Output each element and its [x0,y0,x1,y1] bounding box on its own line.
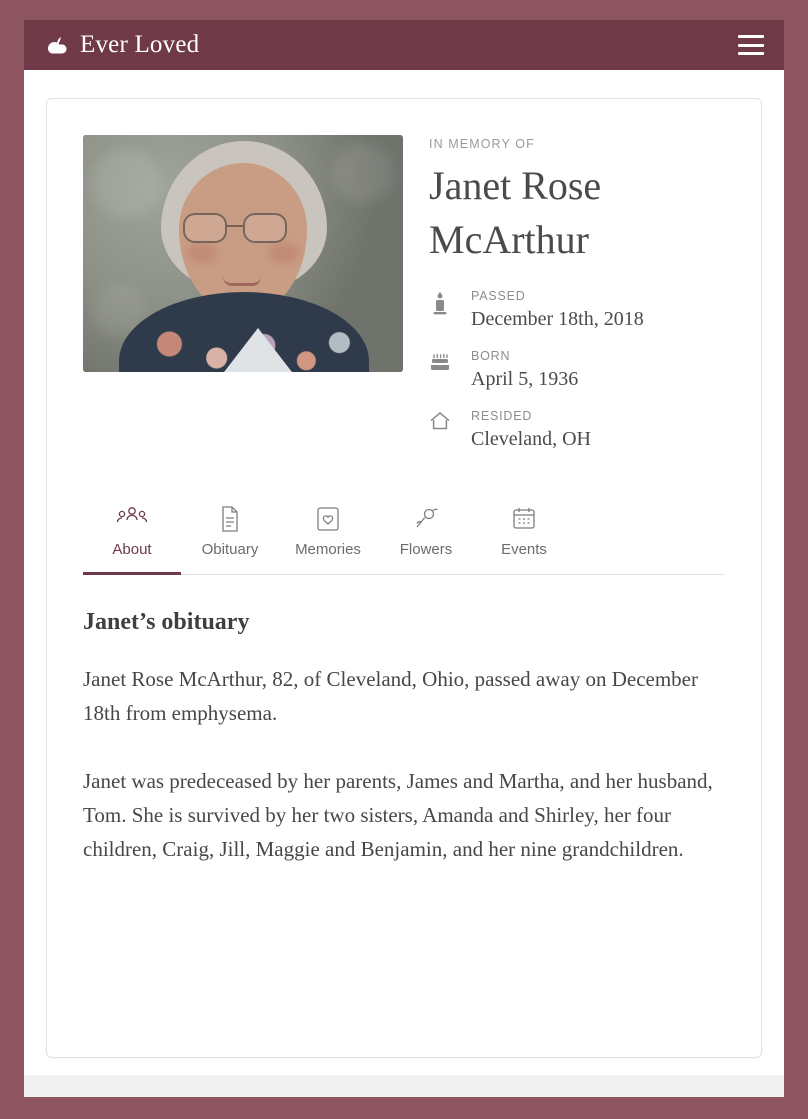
flowers-icon [377,505,475,535]
obituary-title: Janet’s obituary [83,609,250,635]
fact-value: Cleveland, OH [471,428,591,450]
tab-label: Events [501,541,547,558]
fact-label: RESIDED [471,409,533,423]
fact-value: April 5, 1936 [471,368,579,390]
memorial-details [429,135,725,469]
obituary-paragraph: Janet Rose McArthur, 82, of Cleveland, Ohio, passed away on December 18th from emphysema. [83,667,698,725]
people-group-icon [83,505,181,535]
fact-passed [429,289,725,331]
fact-born [429,349,725,391]
profile-section [47,99,761,469]
tab-label: Memories [295,541,361,558]
body-area [24,70,784,1097]
deceased-name: Janet Rose McArthur [429,163,602,262]
fact-value: December 18th, 2018 [471,308,644,330]
tab-flowers[interactable] [377,499,475,575]
brand-name: Ever Loved [80,31,200,58]
memorial-card [46,98,762,1058]
fact-label: BORN [471,349,511,363]
in-memory-label: IN MEMORY OF [429,137,535,151]
obituary-paragraph: Janet was predeceased by her parents, James and Martha, and her husband, Tom. She is survived by her two sisters, Amanda and Shirley, her four children, Craig, Jill, Maggie and Benjamin, and her nine grandchildren. [83,769,713,861]
calendar-icon [475,505,573,535]
tab-label: Obituary [201,541,259,558]
home-icon [429,409,451,443]
cloud-leaf-logo-icon [44,32,70,58]
obituary-section [47,575,761,866]
document-icon [181,505,279,535]
site-header [24,20,784,70]
hamburger-menu-icon[interactable] [738,35,764,55]
bottom-strip [24,1075,784,1097]
candle-icon [429,289,451,323]
tab-events[interactable] [475,499,573,575]
tab-about[interactable] [83,499,181,575]
tab-obituary[interactable] [181,499,279,575]
portrait-image [83,135,403,372]
tab-label: About [112,541,152,558]
fact-label: PASSED [471,289,526,303]
tab-bar [83,499,725,575]
fact-resided [429,409,725,451]
brand-logo[interactable] [44,31,199,59]
birthday-cake-icon [429,349,451,383]
photo-heart-icon [279,505,377,535]
page-frame [24,20,784,1097]
tab-memories[interactable] [279,499,377,575]
tab-label: Flowers [399,541,453,558]
